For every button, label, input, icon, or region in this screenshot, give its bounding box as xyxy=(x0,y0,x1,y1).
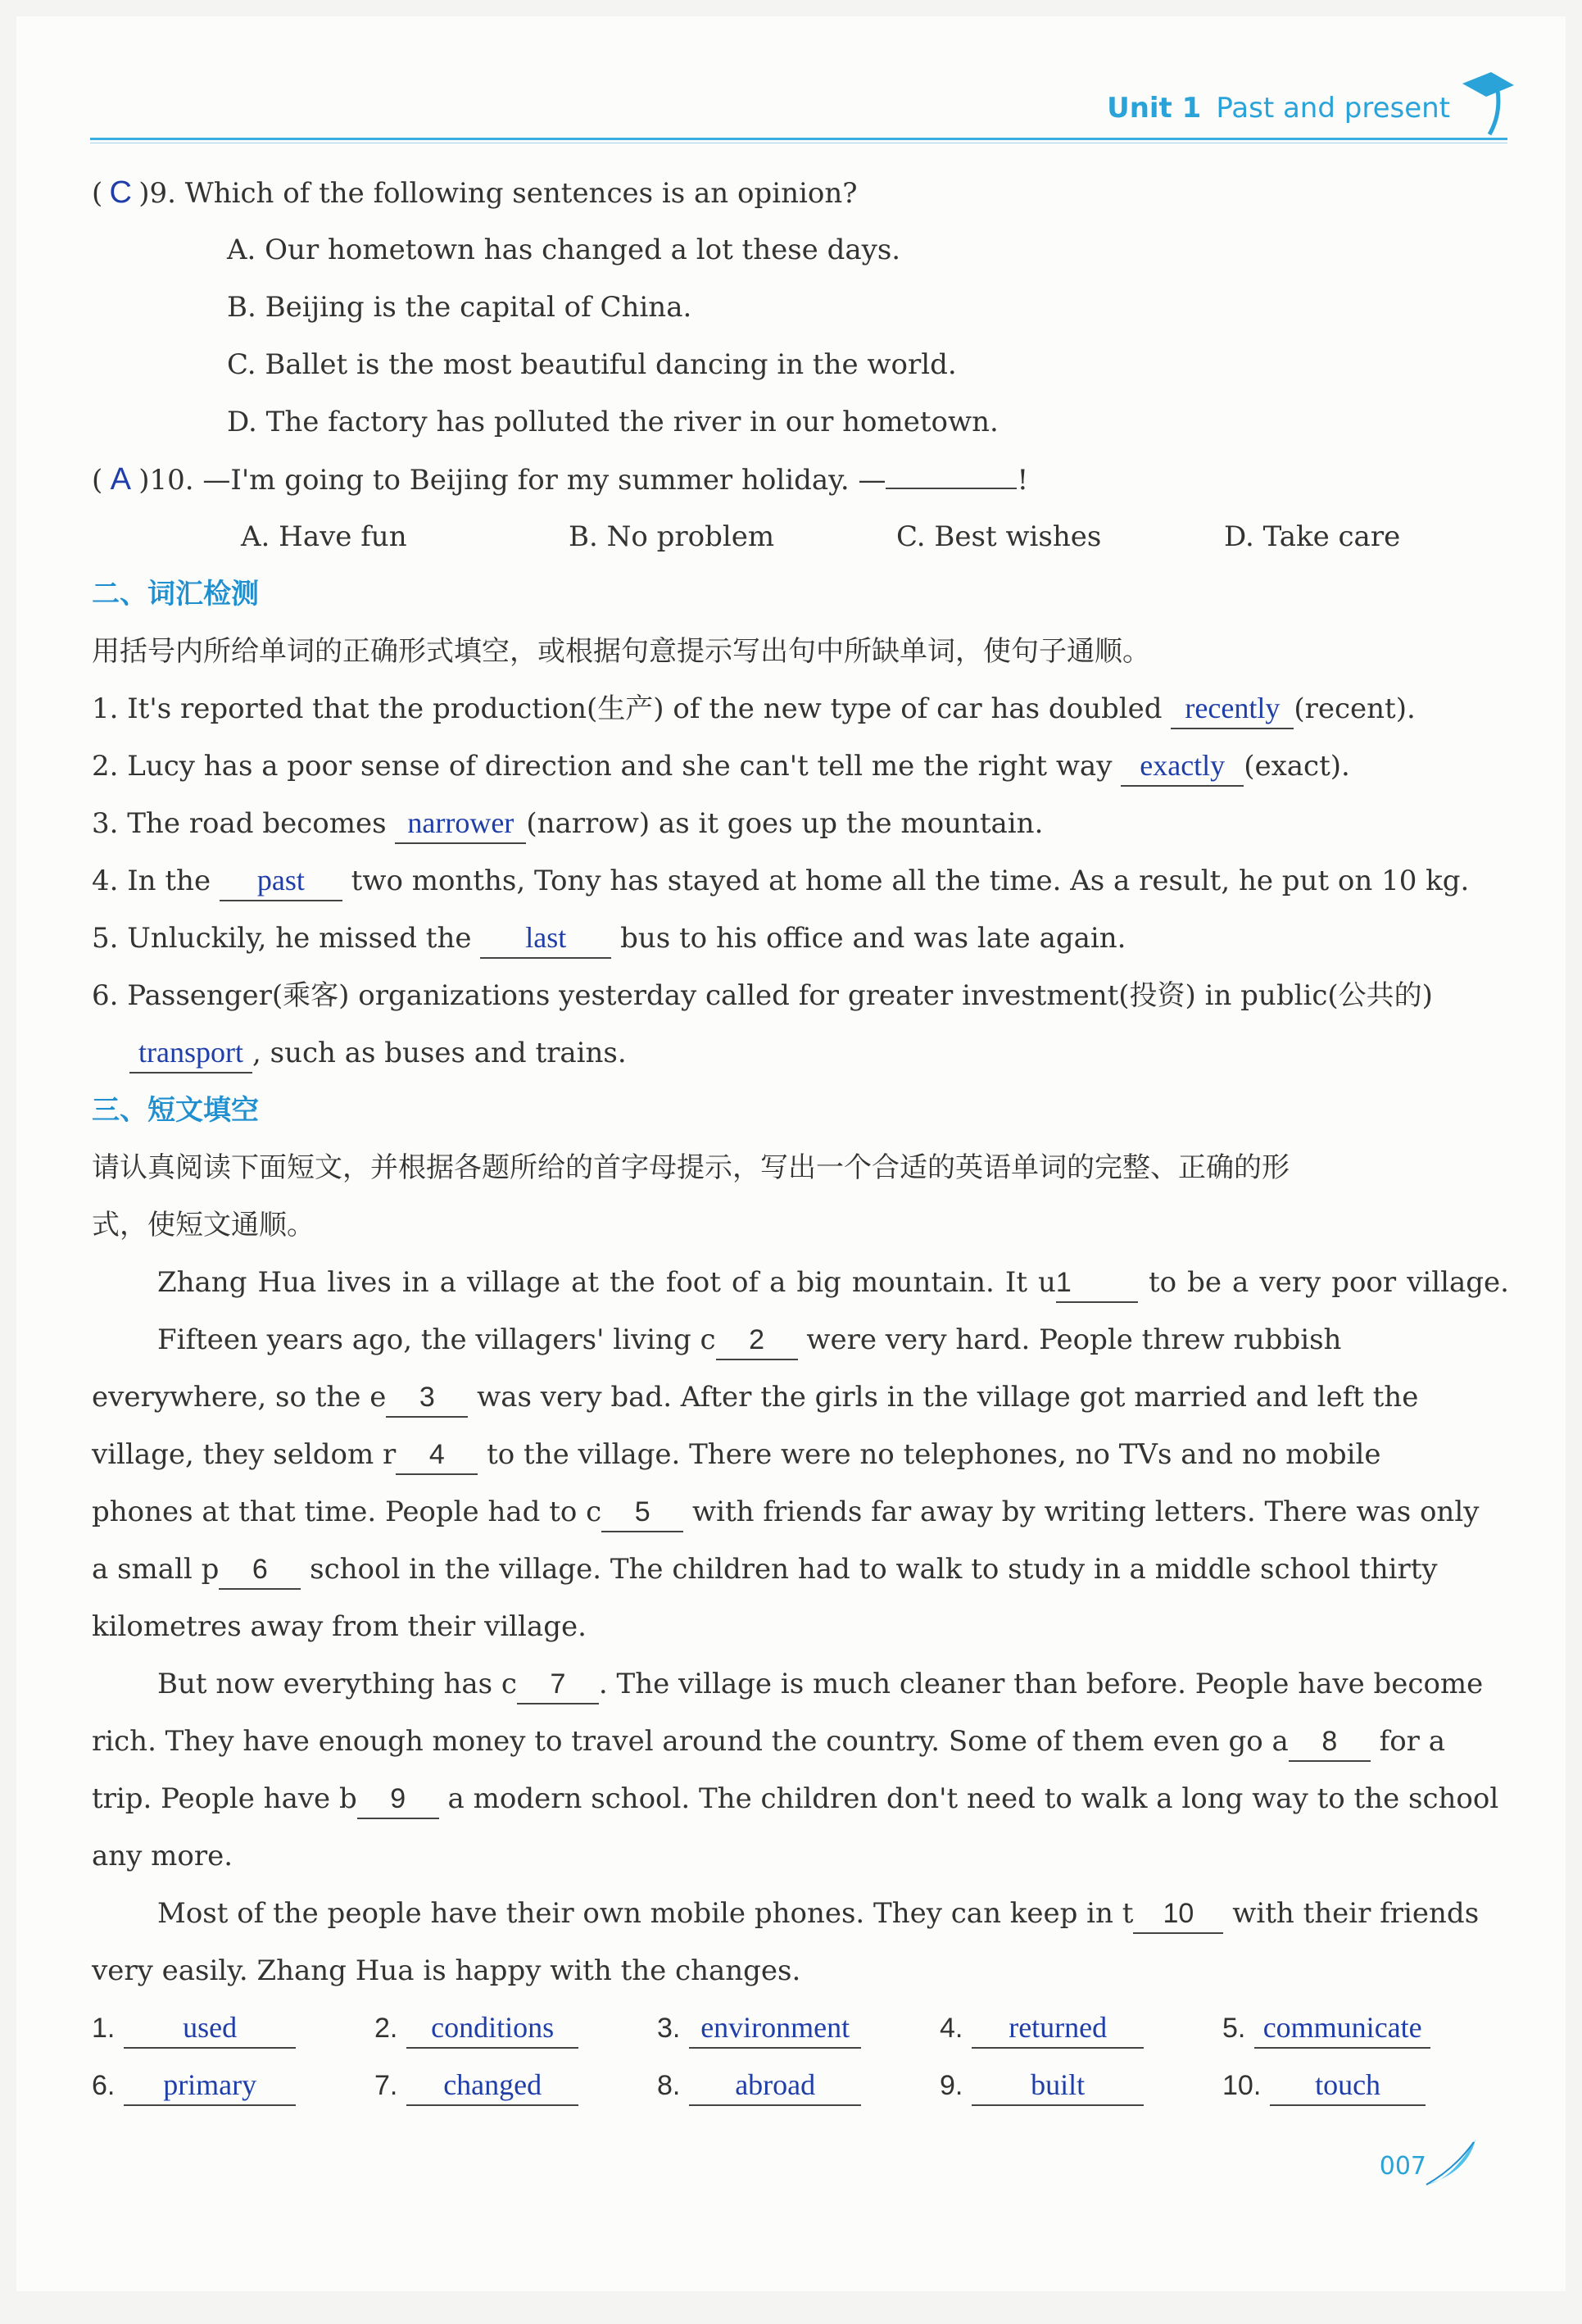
answer-row-1 xyxy=(92,1999,1509,2057)
passage-blank: 2 xyxy=(716,1321,798,1360)
passage-text: Most of the people have their own mobile phones. They can keep in t xyxy=(157,1897,1134,1930)
page-content xyxy=(92,164,1509,2114)
filled-answer: touch xyxy=(1315,2068,1381,2101)
passage-text: were very hard. People threw rubbish xyxy=(797,1323,1342,1356)
passage-line xyxy=(92,1655,1509,1713)
filled-answer: narrower xyxy=(407,806,514,839)
passage-text: for a xyxy=(1370,1725,1446,1758)
vocab-item-2 xyxy=(92,738,1509,795)
answer-row-2 xyxy=(92,2057,1509,2114)
filled-answer: environment xyxy=(700,2011,850,2044)
filled-answer: changed xyxy=(443,2068,542,2101)
filled-answer: conditions xyxy=(431,2011,555,2044)
passage-line xyxy=(92,1770,1509,1827)
question-stem: )9. Which of the following sentences is an opinion? xyxy=(138,177,858,210)
option-a: A. Our hometown has changed a lot these days. xyxy=(227,234,901,266)
passage-text: Fifteen years ago, the villagers' living c xyxy=(157,1323,716,1356)
filled-answer: built xyxy=(1031,2068,1086,2101)
answer-number: 5. xyxy=(1222,2013,1246,2044)
passage-text: rich. They have enough money to travel around the country. Some of them even go a xyxy=(92,1725,1289,1758)
filled-answer: recently xyxy=(1185,692,1281,724)
vocab-item-1 xyxy=(92,680,1509,738)
vocab-item-3 xyxy=(92,795,1509,852)
paren-open: ( xyxy=(92,177,103,210)
passage-line xyxy=(92,1713,1509,1770)
passage-blank: 10 xyxy=(1133,1895,1223,1934)
option-d: D. Take care xyxy=(1224,520,1401,553)
passage-line xyxy=(92,1541,1509,1598)
passage-line xyxy=(92,1885,1509,1942)
answer-number: 9. xyxy=(940,2070,963,2101)
paren-open: ( xyxy=(92,464,103,497)
passage-blank: 8 xyxy=(1289,1723,1371,1762)
answer-choice: C xyxy=(109,175,132,210)
filled-answer: transport xyxy=(138,1036,243,1069)
page-header xyxy=(90,66,1507,139)
filled-answer: past xyxy=(256,864,305,896)
passage-text: was very bad. After the girls in the village got married and left the xyxy=(468,1381,1419,1414)
passage-blank: 7 xyxy=(517,1665,599,1704)
vocab-item-6 xyxy=(92,967,1509,1024)
item-hint: (narrow) as it goes up the mountain. xyxy=(526,807,1044,840)
item-text: 4. In the xyxy=(92,865,220,897)
filled-answer: returned xyxy=(1009,2011,1108,2044)
item-hint: (exact). xyxy=(1244,750,1350,783)
question-stem: )10. —I'm going to Beijing for my summer holiday. — xyxy=(138,464,886,497)
item-hint: (recent). xyxy=(1294,692,1416,725)
item-text: 2. Lucy has a poor sense of direction and she can't tell me the right way xyxy=(92,750,1122,783)
section-instruction: 请认真阅读下面短文，并根据各题所给的首字母提示，写出一个合适的英语单词的完整、正确的形 xyxy=(92,1151,1290,1184)
option-d: D. The factory has polluted the river in our hometown. xyxy=(227,406,999,438)
option-c: C. Ballet is the most beautiful dancing in the world. xyxy=(227,348,957,381)
answer-number: 4. xyxy=(940,2013,963,2044)
item-text: 1. It's reported that the production(生产) of the new type of car has doubled xyxy=(92,692,1172,725)
passage-blank: 4 xyxy=(396,1436,478,1475)
answer-number: 1. xyxy=(92,2013,116,2044)
passage-line xyxy=(92,1598,1509,1655)
passage-text: to the village. There were no telephones, no TVs and no mobile xyxy=(478,1438,1381,1471)
options-row xyxy=(92,508,1509,565)
answer-blank xyxy=(886,488,1017,489)
passage-blank: 3 xyxy=(386,1378,468,1418)
graduation-cap-icon xyxy=(1458,66,1516,139)
passage-blank: 5 xyxy=(601,1493,683,1532)
answer-number: 3. xyxy=(657,2013,681,2044)
option-c: C. Best wishes xyxy=(896,520,1102,553)
passage-text: Zhang Hua lives in a village at the foot of a big mountain. It u xyxy=(157,1266,1056,1299)
question-9 xyxy=(92,164,1509,221)
passage-text: very easily. Zhang Hua is happy with the changes. xyxy=(92,1954,801,1987)
passage-line xyxy=(92,1483,1509,1541)
section-title: 三、短文填空 xyxy=(92,1094,259,1127)
passage-text: a small p xyxy=(92,1553,220,1586)
passage-text: any more. xyxy=(92,1840,233,1872)
answer-number: 8. xyxy=(657,2070,681,2101)
item-text-end: , such as buses and trains. xyxy=(252,1037,627,1069)
vocab-item-6-cont xyxy=(92,1024,1509,1082)
filled-answer: last xyxy=(525,921,567,954)
passage-text: kilometres away from their village. xyxy=(92,1610,587,1643)
vocab-item-5 xyxy=(92,910,1509,967)
passage-text: But now everything has c xyxy=(157,1668,517,1700)
unit-subtitle: Past and present xyxy=(1216,92,1450,125)
section-instruction-cont: 式，使短文通顺。 xyxy=(92,1209,315,1241)
item-text: 5. Unluckily, he missed the xyxy=(92,922,481,955)
option-a: A. Have fun xyxy=(241,520,407,553)
passage-line xyxy=(92,1369,1509,1426)
answer-number: 7. xyxy=(374,2070,398,2101)
answer-number: 10. xyxy=(1222,2070,1262,2101)
page-number: 007 xyxy=(1379,2152,1426,2181)
filled-answer: abroad xyxy=(735,2068,816,2101)
filled-answer: exactly xyxy=(1140,749,1226,782)
passage-line xyxy=(92,1426,1509,1483)
option-b: B. No problem xyxy=(569,520,775,553)
item-text: 6. Passenger(乘客) organizations yesterday called for greater investment(投资) in public(公共的) xyxy=(92,979,1433,1012)
passage-text: . The village is much cleaner than before. People have become xyxy=(598,1668,1484,1700)
filled-answer: used xyxy=(183,2011,238,2044)
passage-text: to be a very poor village. xyxy=(1137,1266,1509,1299)
question-10 xyxy=(92,451,1509,508)
passage-text: phones at that time. People had to c xyxy=(92,1496,602,1528)
passage-blank: 6 xyxy=(219,1550,301,1590)
header-rule xyxy=(90,138,1507,140)
passage-text: village, they seldom r xyxy=(92,1438,397,1471)
answer-number: 6. xyxy=(92,2070,116,2101)
passage-line xyxy=(92,1942,1509,1999)
feather-icon xyxy=(1418,2136,1484,2193)
exclamation: ! xyxy=(1017,464,1029,497)
passage-text: trip. People have b xyxy=(92,1782,357,1815)
passage-text: with their friends xyxy=(1223,1897,1480,1930)
filled-answer: communicate xyxy=(1262,2011,1422,2044)
section-instruction: 用括号内所给单词的正确形式填空，或根据句意提示写出句中所缺单词，使句子通顺。 xyxy=(92,635,1150,668)
passage-text: a modern school. The children don't need to walk a long way to the school xyxy=(438,1782,1499,1815)
passage-text: with friends far away by writing letters. There was only xyxy=(683,1496,1480,1528)
item-text-end: two months, Tony has stayed at home all the time. As a result, he put on 10 kg. xyxy=(342,865,1470,897)
item-text-end: bus to his office and was late again. xyxy=(611,922,1126,955)
vocab-item-4 xyxy=(92,852,1509,910)
answer-number: 2. xyxy=(374,2013,398,2044)
passage-line xyxy=(92,1311,1509,1369)
option-b: B. Beijing is the capital of China. xyxy=(227,291,692,324)
passage-line xyxy=(92,1254,1509,1311)
passage-blank: 1 xyxy=(1056,1264,1138,1303)
unit-title xyxy=(1107,92,1450,125)
workbook-page xyxy=(16,16,1566,2291)
answer-choice: A xyxy=(110,462,131,497)
unit-label: Unit 1 xyxy=(1107,92,1202,125)
passage-line xyxy=(92,1827,1509,1885)
passage-blank: 9 xyxy=(357,1780,439,1819)
filled-answer: primary xyxy=(163,2068,257,2101)
passage-text: school in the village. The children had to walk to study in a middle school thirty xyxy=(301,1553,1438,1586)
item-text: 3. The road becomes xyxy=(92,807,396,840)
section-title: 二、词汇检测 xyxy=(92,578,259,611)
passage-text: everywhere, so the e xyxy=(92,1381,387,1414)
